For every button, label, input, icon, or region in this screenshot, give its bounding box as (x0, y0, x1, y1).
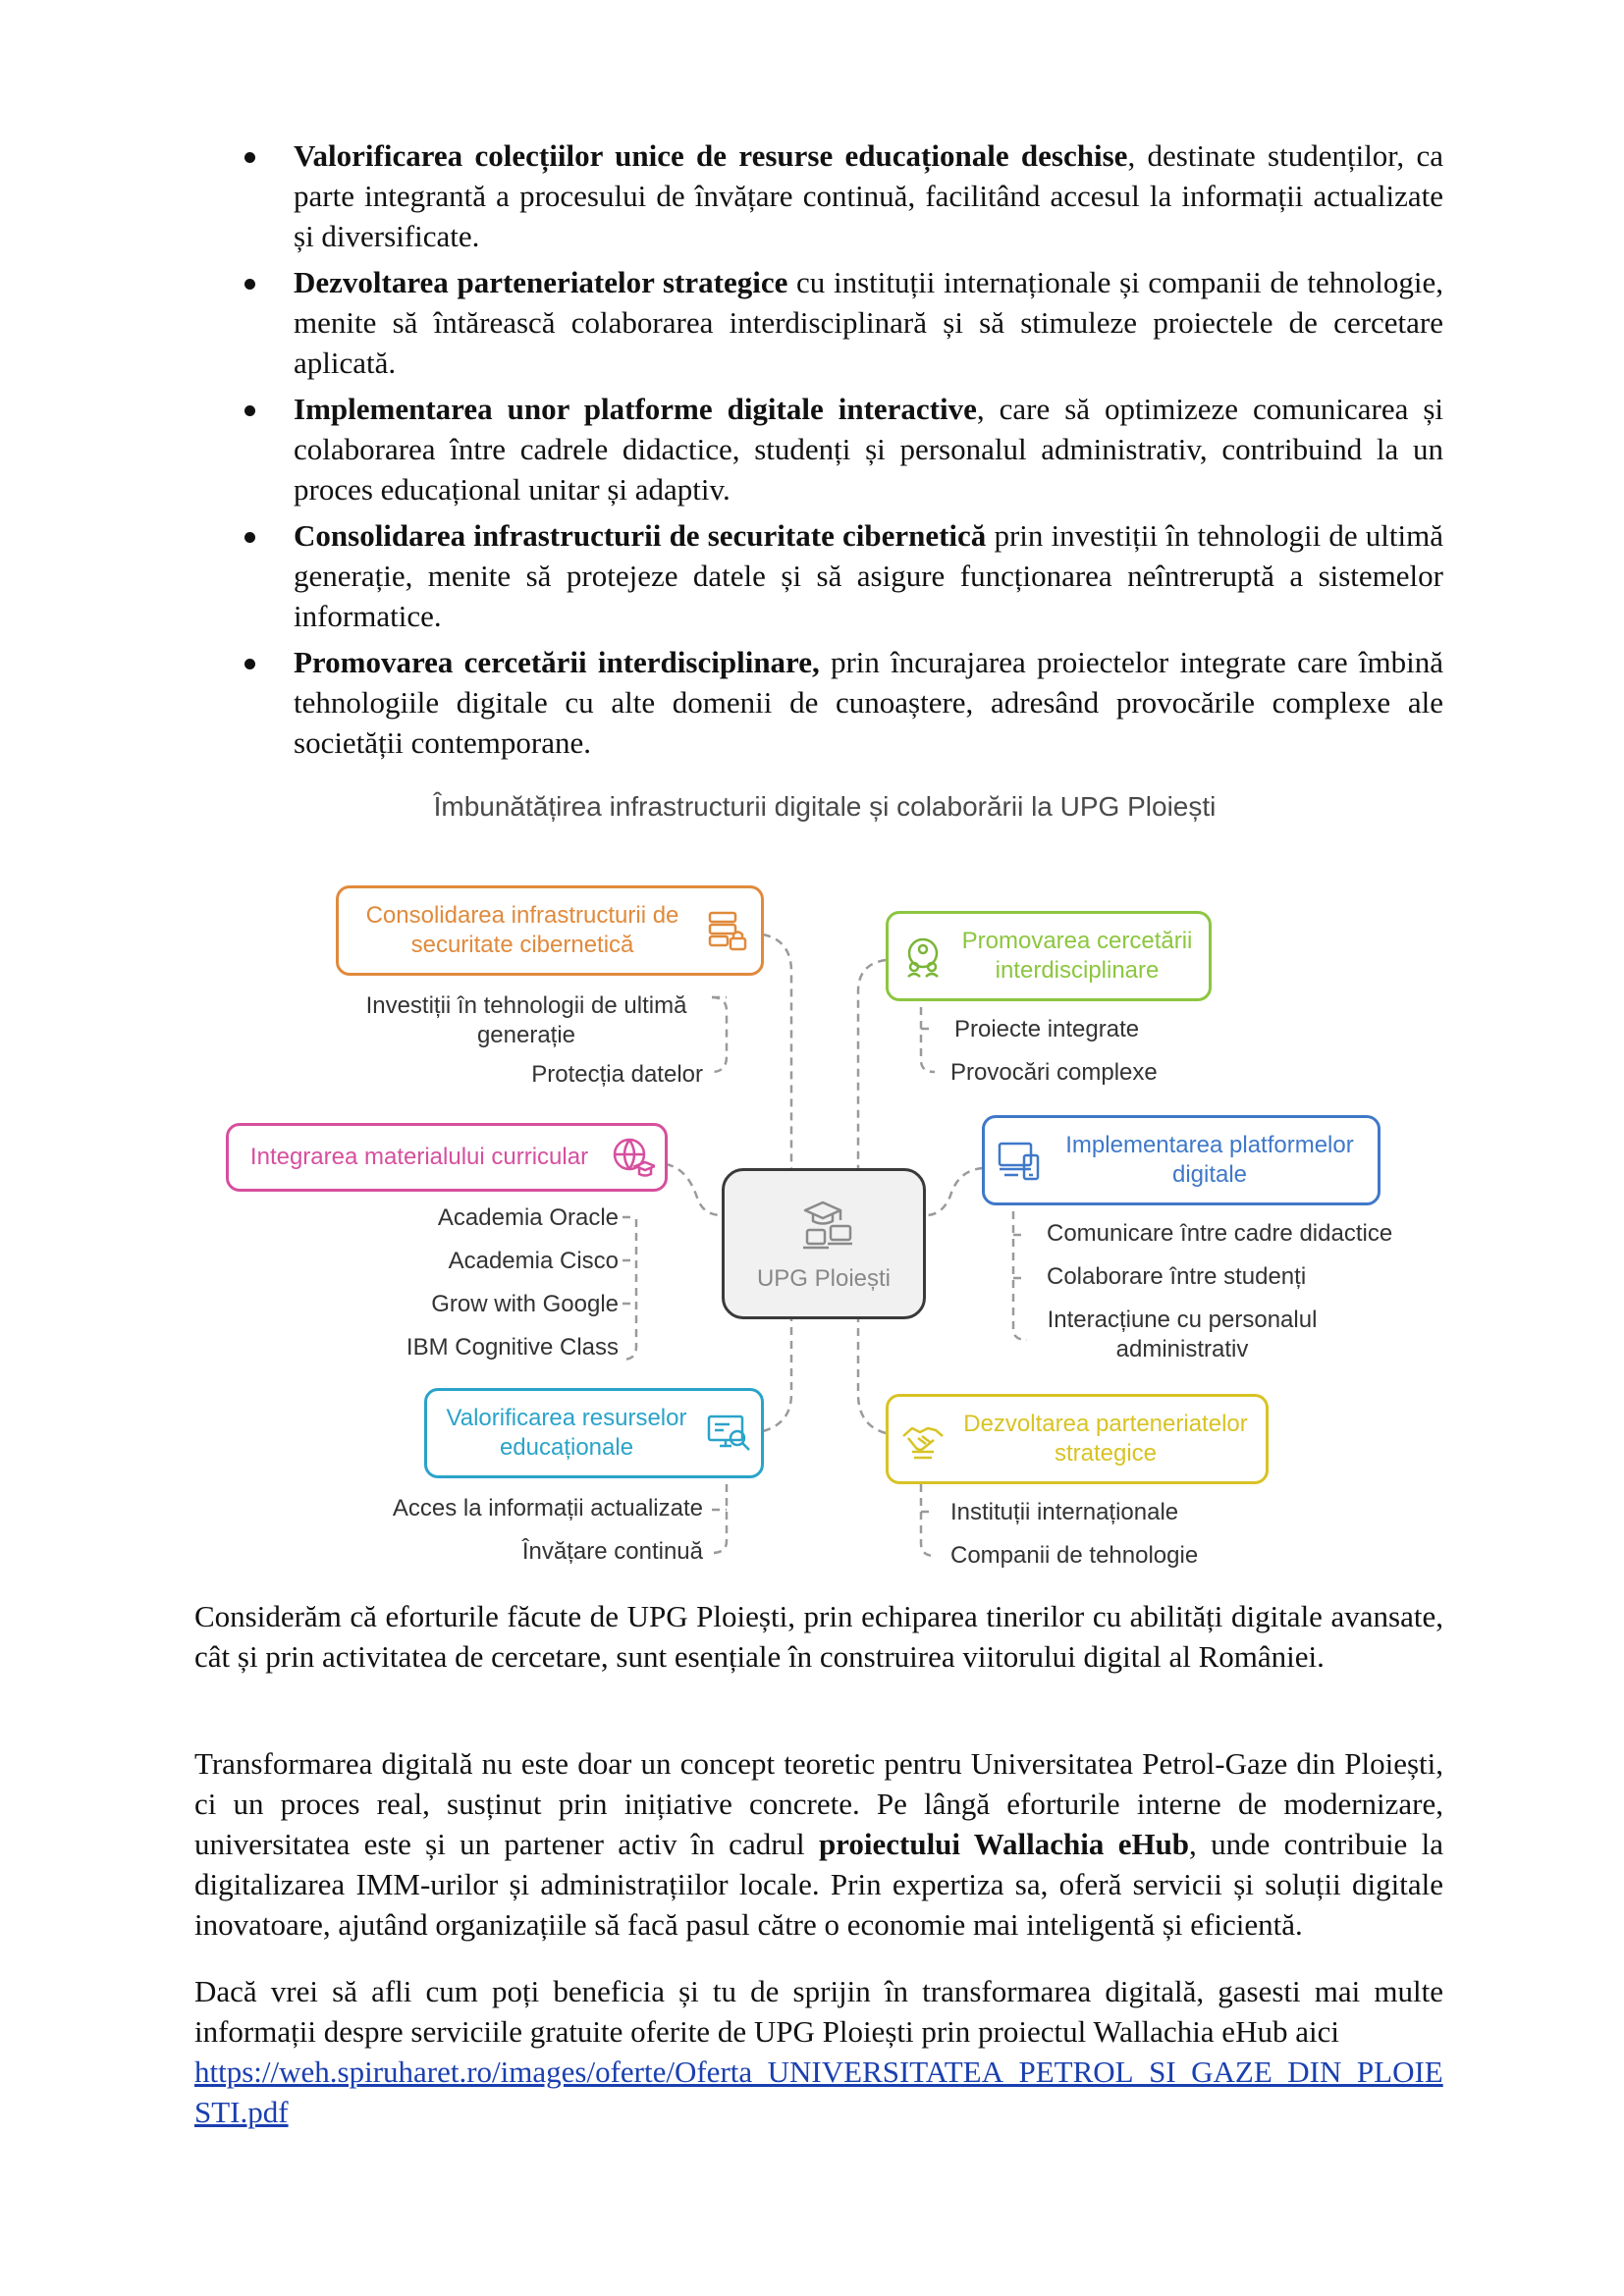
bullet-text: prin încurajarea proiectelor integrate care îmbină tehnologiile digitale cu alte domenii de cunoaștere, adresând provocările complexe ale societății contemporane. (294, 645, 1443, 760)
bullet-icon (244, 405, 255, 416)
node-curriculum (226, 1123, 668, 1192)
bullet-text: prin investiții în tehnologii de ultimă generație, menite să protejeze datele și să asigure funcționarea neîntreruptă a sistemelor informatice. (294, 518, 1443, 633)
leaf-partnerships-2: Companii de tehnologie (950, 1542, 1199, 1569)
center-node (722, 1168, 926, 1319)
leaf-platforms-1: Comunicare între cadre didactice (1047, 1220, 1393, 1247)
center-label: UPG Ploiești (756, 1265, 892, 1292)
bullet-text: , destinate studenților, ca parte integrantă a procesului de învățare continuă, facilitând accesul la informații actualizate și diversificate. (294, 138, 1443, 253)
bullet-bold-text: Consolidarea infrastructurii de securitate cibernetică (294, 518, 987, 553)
bullet-icon (244, 279, 255, 290)
server-lock-icon (706, 908, 751, 953)
bullet-bold-text: Valorificarea colecțiilor unice de resurse educaționale deschise (294, 138, 1128, 173)
bullet-icon (244, 532, 255, 543)
node-label: Implementarea platformelor digitale (1065, 1132, 1354, 1188)
node-label: Dezvoltarea parteneriatelor strategice (963, 1411, 1248, 1467)
paragraph-text: Dacă vrei să afli cum poți beneficia și tu de sprijin în transformarea digitală, gasesti mai multe informații despre serviciile gratuite oferite de UPG Ploiești prin proiectul Wallachia eHub aici (194, 1974, 1443, 2049)
leaf-research-1: Proiecte integrate (954, 1016, 1140, 1042)
leaf-curriculum-3: Grow with Google (431, 1291, 619, 1317)
bullet-icon (244, 659, 255, 669)
leaf-resources-2: Învățare continuă (521, 1538, 703, 1565)
paragraph-wallachia (194, 1743, 1443, 1945)
node-security (336, 885, 764, 976)
paragraph-conclusion: Considerăm că eforturile făcute de UPG Ploiești, prin echiparea tinerilor cu abilități digitale avansate, cât și prin activitatea de cercetare, sunt esențiale în construirea viitorului digital al României. (194, 1599, 1443, 1674)
bullet-text: cu instituții internaționale și companii de tehnologie, menite să întărească colaborarea interdisciplinară și să stimuleze proiectele de cercetare aplicată. (294, 265, 1443, 380)
bullet-icon (244, 152, 255, 163)
bullet-bold-text: Implementarea unor platforme digitale interactive (294, 392, 977, 426)
leaf-curriculum-2: Academia Cisco (448, 1248, 619, 1274)
monitor-search-icon (706, 1411, 751, 1456)
leaf-security-1: Investiții în tehnologii de ultimă generație (365, 992, 687, 1048)
node-resources (424, 1388, 764, 1478)
graduation-laptop-icon (795, 1195, 858, 1257)
diagram-title: Îmbunătățirea infrastructurii digitale și colaborării la UPG Ploiești (433, 791, 1217, 822)
leaf-research-2: Provocări complexe (950, 1059, 1158, 1086)
node-partnerships (886, 1394, 1269, 1484)
objectives-list (236, 135, 1443, 769)
leaf-curriculum-4: IBM Cognitive Class (406, 1334, 619, 1361)
list-item (236, 642, 1443, 763)
list-item (236, 515, 1443, 636)
bullet-bold-text: Dezvoltarea parteneriatelor strategice (294, 265, 788, 299)
node-platforms (982, 1115, 1380, 1205)
list-item (236, 389, 1443, 509)
offer-pdf-link[interactable]: https://weh.spiruharet.ro/images/oferte/Oferta_UNIVERSITATEA_PETROL_SI_GAZE_DIN_PLOIESTI.pdf (194, 2055, 1443, 2129)
paragraph-text: Transformarea digitală nu este doar un concept teoretic pentru Universitatea Petrol-Gaze din Ploiești, ci un proces real, susținut prin inițiative concrete. Pe lângă eforturile interne de modernizare, universitatea este și un partener activ în cadrul (194, 1746, 1443, 1861)
bullet-text: , care să optimizeze comunicarea și colaborarea între cadrele didactice, studenți și personalul administrativ, contribuind la un proces educațional unitar și adaptiv. (294, 392, 1443, 507)
list-item (236, 262, 1443, 383)
project-name-bold: proiectului Wallachia eHub (818, 1827, 1190, 1861)
paragraph-text: , unde contribuie la digitalizarea IMM-urilor și administrațiilor locale. Prin expertiza sa, oferă servicii și soluții digitale inovatoare, ajutând organizațiile să facă pasul către o economie mai inteligentă și eficientă. (194, 1827, 1443, 1942)
node-research (886, 911, 1212, 1001)
globe-graduation-icon (610, 1135, 655, 1180)
mind-map-diagram (216, 775, 1434, 1590)
leaf-curriculum-1: Academia Oracle (437, 1204, 619, 1231)
paragraph-offer (194, 1971, 1443, 2132)
leaf-security-2: Protecția datelor (531, 1061, 703, 1088)
node-label: Promovarea cercetării interdisciplinare (961, 928, 1193, 984)
node-label: Integrarea materialului curricular (249, 1144, 589, 1170)
leaf-platforms-3: Interacțiune cu personalul administrativ (1047, 1307, 1318, 1362)
leaf-platforms-2: Colaborare între studenți (1047, 1263, 1307, 1290)
bullet-bold-text: Promovarea cercetării interdisciplinare, (294, 645, 820, 679)
list-item (236, 135, 1443, 256)
node-label: Valorificarea resurselor educaționale (446, 1405, 687, 1461)
node-label: Consolidarea infrastructurii de securitate cibernetică (365, 902, 679, 958)
handshake-icon (900, 1416, 946, 1462)
leaf-resources-1: Acces la informații actualizate (392, 1495, 703, 1522)
devices-icon (997, 1138, 1042, 1183)
research-team-icon (900, 934, 946, 979)
leaf-partnerships-1: Instituții internaționale (950, 1499, 1179, 1525)
